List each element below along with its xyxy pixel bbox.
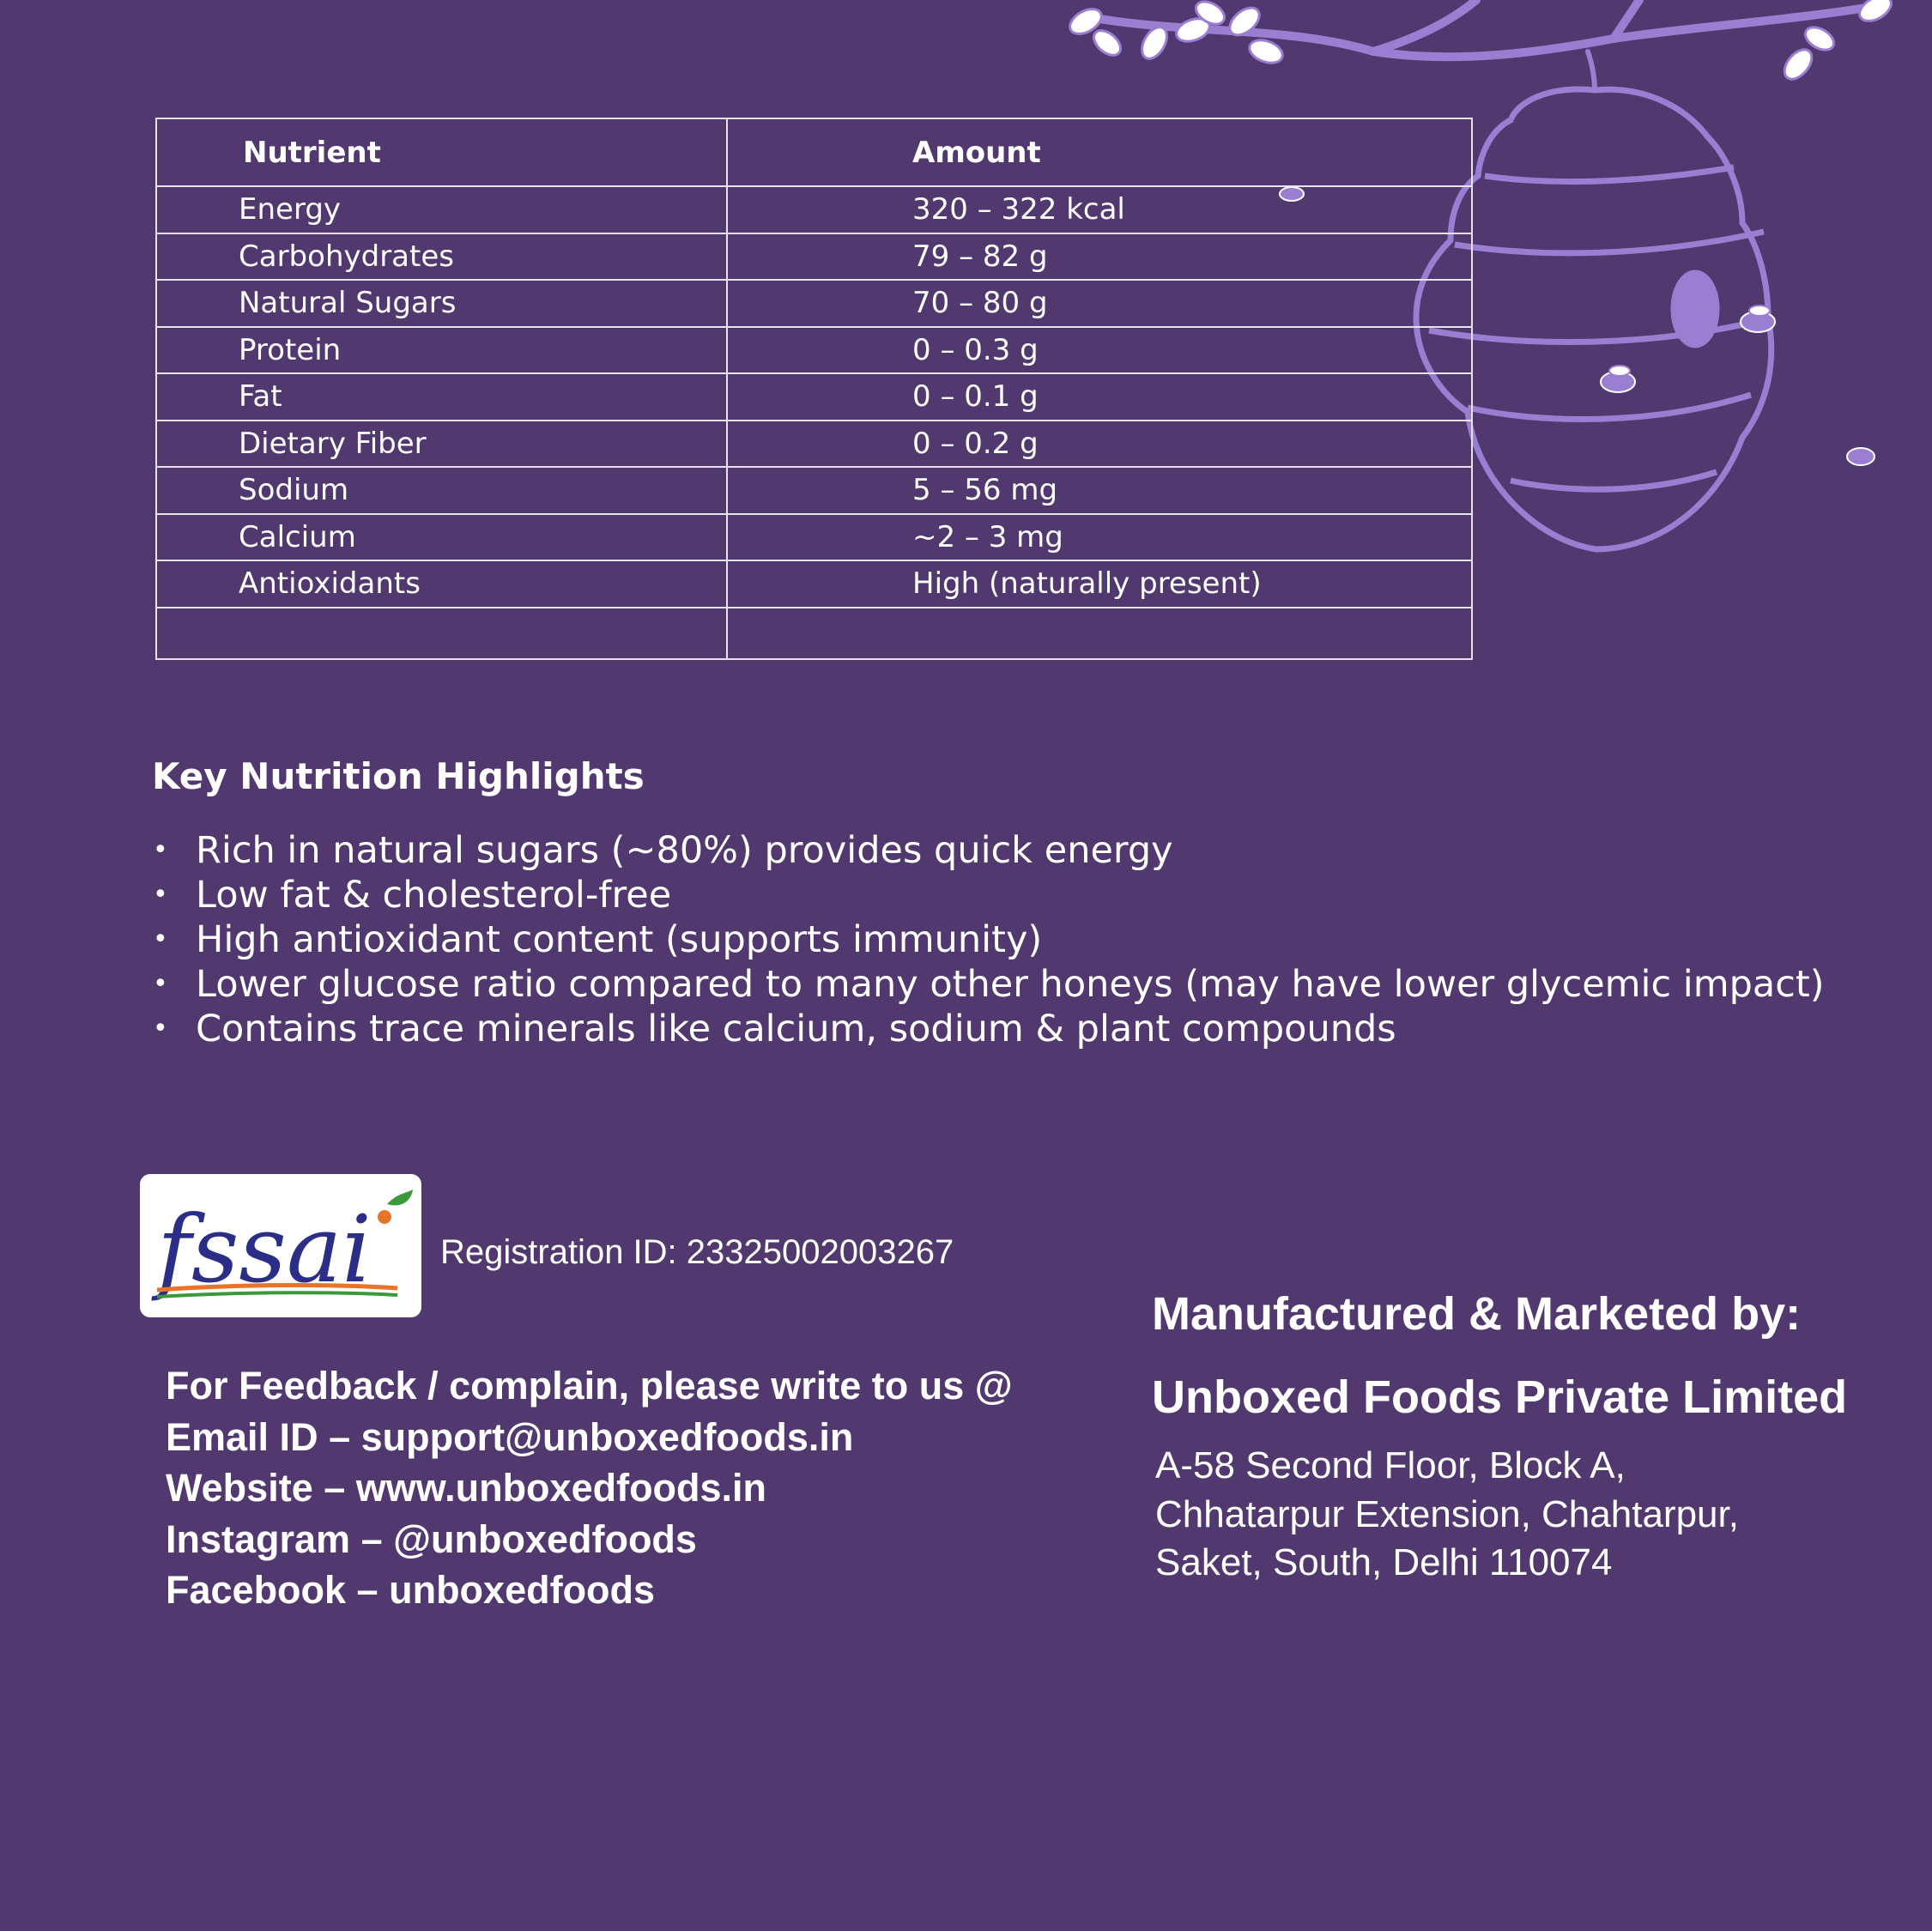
list-item-text: Low fat & cholesterol-free (196, 874, 672, 917)
list-item (153, 917, 1825, 962)
amount-cell: 79 – 82 g (727, 233, 1472, 281)
amount-cell: 5 – 56 mg (727, 467, 1472, 514)
bullet-icon: • (153, 880, 168, 910)
table-empty-row (156, 608, 1472, 659)
amount-cell: 320 – 322 kcal (727, 186, 1472, 233)
leaf-icon (1066, 0, 1896, 84)
email-line: Email ID – support@unboxedfoods.in (166, 1414, 854, 1459)
table-row (156, 373, 1472, 421)
contact-block (166, 1360, 1013, 1616)
instagram-line: Instagram – @unboxedfoods (166, 1516, 697, 1561)
bullet-icon: • (153, 969, 168, 999)
table-header-row (156, 118, 1472, 186)
nutrient-cell: Sodium (156, 467, 727, 514)
address-line: A-58 Second Floor, Block A, (1155, 1444, 1626, 1486)
manufacturer-heading: Manufactured & Marketed by: (1152, 1288, 1802, 1340)
nutrient-cell: Energy (156, 186, 727, 233)
list-item-text: Lower glucose ratio compared to many other honeys (may have lower glycemic impact) (196, 963, 1825, 1006)
fssai-logo-icon (140, 1174, 421, 1317)
bullet-icon: • (153, 835, 168, 865)
list-item (153, 873, 1825, 917)
amount-cell: ~2 – 3 mg (727, 514, 1472, 561)
amount-cell: High (naturally present) (727, 560, 1472, 608)
empty-cell (727, 608, 1472, 659)
registration-id: Registration ID: 23325002003267 (440, 1233, 954, 1271)
table-row (156, 514, 1472, 561)
list-item (153, 1007, 1825, 1051)
fssai-logo-text: fssai (157, 1196, 372, 1304)
nutrient-cell: Calcium (156, 514, 727, 561)
amount-cell: 70 – 80 g (727, 280, 1472, 327)
table-row (156, 186, 1472, 233)
nutrient-cell: Dietary Fiber (156, 421, 727, 468)
highlights-title: Key Nutrition Highlights (152, 755, 645, 797)
bullet-icon: • (153, 1014, 168, 1044)
company-name: Unboxed Foods Private Limited (1152, 1371, 1848, 1423)
amount-cell: 0 – 0.3 g (727, 327, 1472, 374)
table-row (156, 421, 1472, 468)
bullet-icon: • (153, 924, 168, 954)
amount-cell: 0 – 0.1 g (727, 373, 1472, 421)
list-item-text: Rich in natural sugars (~80%) provides quick energy (196, 829, 1173, 872)
nutrient-cell: Fat (156, 373, 727, 421)
feedback-line: For Feedback / complain, please write to us @ (166, 1364, 1013, 1407)
nutrient-cell: Natural Sugars (156, 280, 727, 327)
website-line: Website – www.unboxedfoods.in (166, 1466, 767, 1510)
table-row (156, 560, 1472, 608)
header-amount: Amount (727, 118, 1472, 186)
table-row (156, 233, 1472, 281)
highlights-list (153, 828, 1825, 1051)
amount-cell: 0 – 0.2 g (727, 421, 1472, 468)
nutrient-cell: Carbohydrates (156, 233, 727, 281)
address-line: Saket, South, Delhi 110074 (1155, 1541, 1613, 1583)
nutrient-cell: Antioxidants (156, 560, 727, 608)
address-block (1155, 1442, 1739, 1588)
list-item-text: High antioxidant content (supports immunity) (196, 918, 1043, 961)
empty-cell (156, 608, 727, 659)
nutrition-table (155, 118, 1473, 660)
facebook-line: Facebook – unboxedfoods (166, 1568, 656, 1612)
list-item (153, 962, 1825, 1007)
list-item (153, 828, 1825, 873)
table-row (156, 280, 1472, 327)
nutrient-cell: Protein (156, 327, 727, 374)
address-line: Chhatarpur Extension, Chahtarpur, (1155, 1492, 1739, 1535)
fssai-logo (140, 1174, 421, 1317)
table-row (156, 467, 1472, 514)
list-item-text: Contains trace minerals like calcium, sodium & plant compounds (196, 1008, 1396, 1050)
table-row (156, 327, 1472, 374)
header-nutrient: Nutrient (156, 118, 727, 186)
